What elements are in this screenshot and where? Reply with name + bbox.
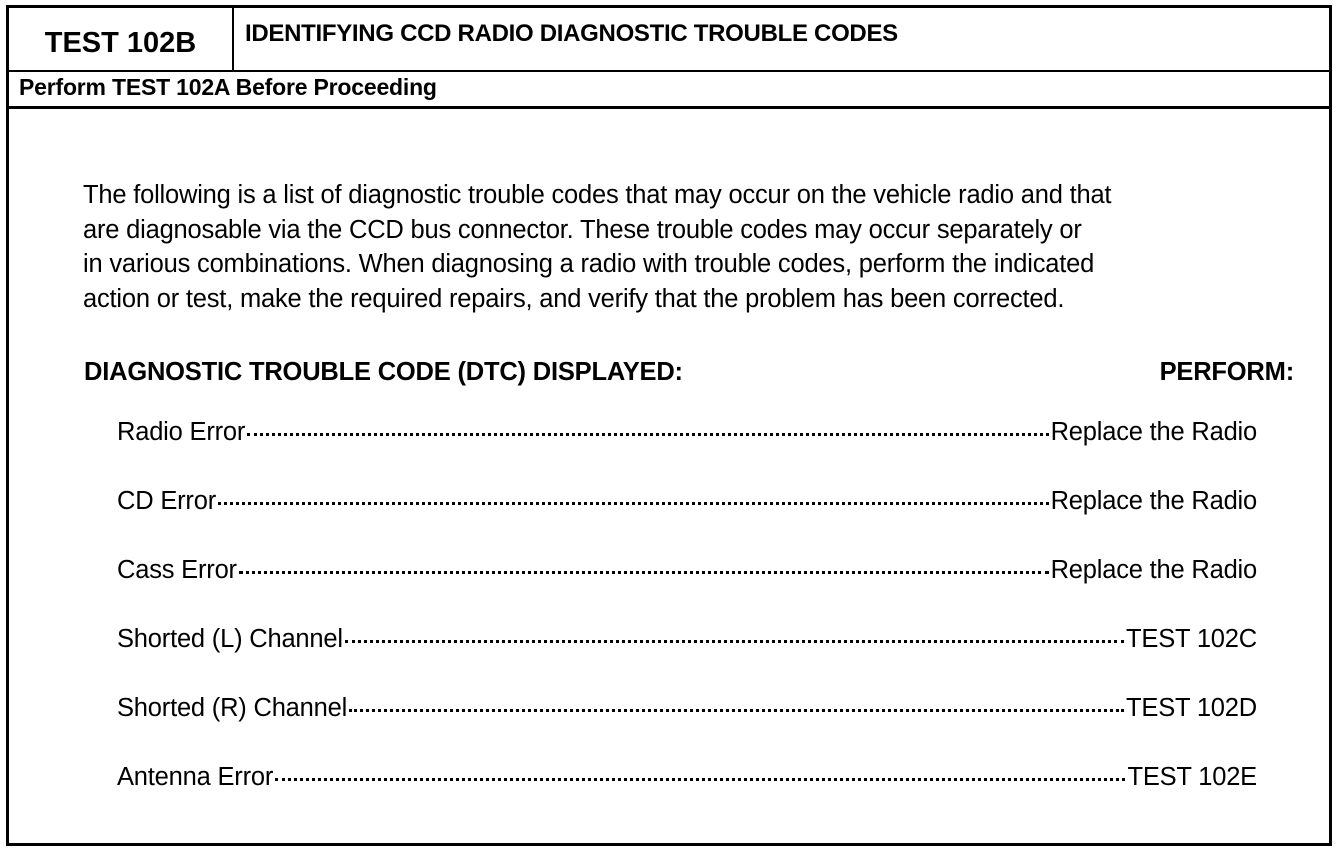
dtc-code: Cass Error [117, 556, 237, 584]
dtc-row [117, 556, 1257, 625]
dtc-row [117, 694, 1257, 763]
test-id: TEST 102B [9, 8, 234, 70]
dtc-row [117, 763, 1257, 832]
prerequisite-text: Perform TEST 102A Before Proceeding [19, 74, 437, 100]
dot-leader [218, 502, 1049, 505]
intro-paragraph [83, 178, 1278, 316]
dtc-code: Radio Error [117, 418, 246, 446]
dtc-action: TEST 102E [1127, 763, 1257, 791]
dot-leader [239, 571, 1049, 574]
test-title: IDENTIFYING CCD RADIO DIAGNOSTIC TROUBLE CODES [245, 20, 898, 47]
dot-leader [345, 640, 1124, 643]
dtc-action: TEST 102C [1126, 625, 1257, 653]
intro-line: action or test, make the required repairs, and verify that the problem has been corrected. [83, 284, 1065, 313]
dot-leader [275, 778, 1125, 781]
dot-leader [349, 709, 1124, 712]
dot-leader [247, 433, 1048, 436]
dtc-row [117, 625, 1257, 694]
dtc-code: Shorted (L) Channel [117, 625, 343, 653]
intro-line: in various combinations. When diagnosing a radio with trouble codes, perform the indicated [83, 250, 1095, 278]
header-row [9, 8, 1329, 72]
dtc-row [117, 418, 1257, 487]
dtc-action: Replace the Radio [1050, 556, 1257, 584]
intro-line: are diagnosable via the CCD bus connector. These trouble codes may occur separately or [83, 215, 1082, 244]
dtc-row [117, 487, 1257, 556]
dtc-action: Replace the Radio [1050, 487, 1257, 515]
dtc-code: Shorted (R) Channel [117, 694, 348, 722]
dtc-action: Replace the Radio [1050, 418, 1257, 446]
dtc-code: Antenna Error [117, 763, 274, 791]
dtc-action: TEST 102D [1126, 694, 1257, 722]
intro-line: The following is a list of diagnostic trouble codes that may occur on the vehicle radio and that [83, 181, 1112, 209]
dtc-column-header: DIAGNOSTIC TROUBLE CODE (DTC) DISPLAYED: [84, 358, 683, 386]
perform-column-header: PERFORM: [1159, 358, 1294, 386]
dtc-list [117, 418, 1257, 832]
prerequisite-row [9, 70, 1329, 109]
dtc-code: CD Error [117, 487, 216, 515]
